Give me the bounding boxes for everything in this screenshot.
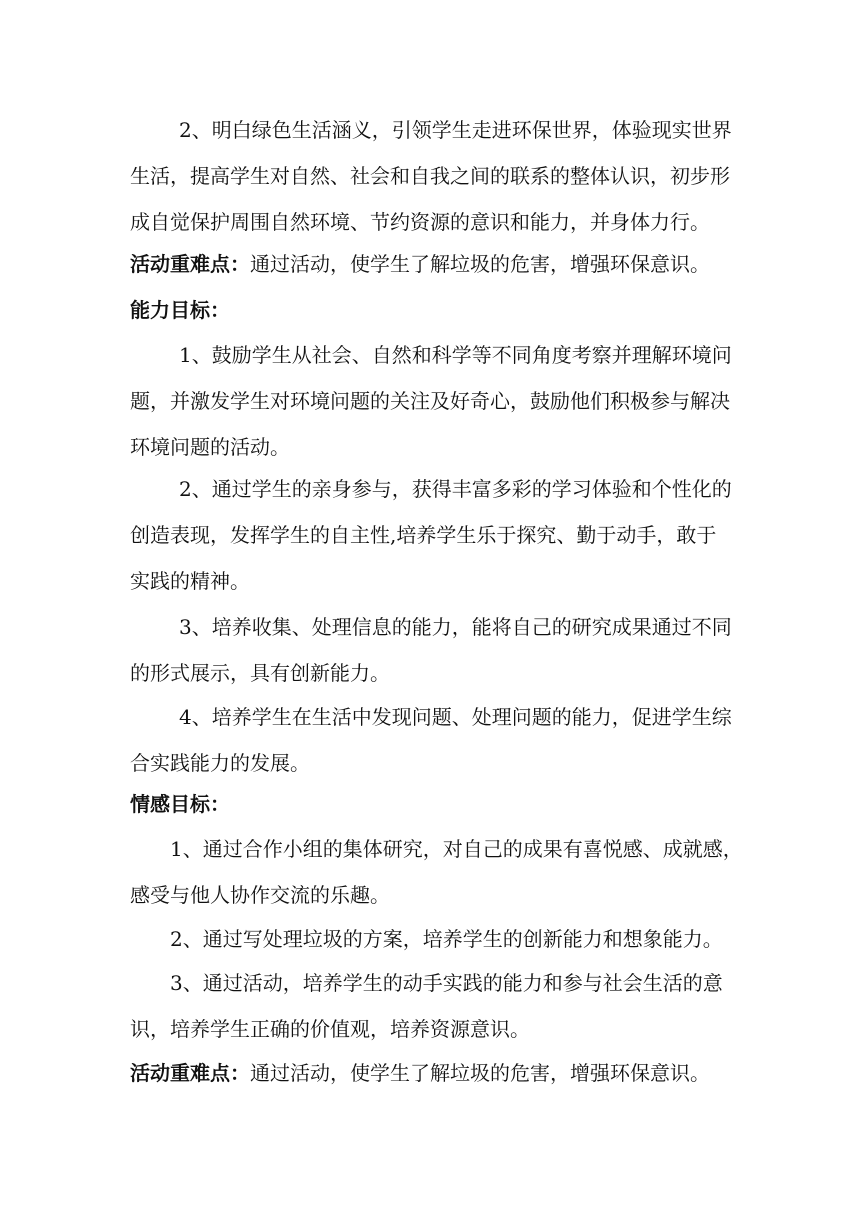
ability-item-2-line-1: 2、通过学生的亲身参与，获得丰富多彩的学习体验和个性化的 <box>179 477 732 501</box>
key-point-text-2: 通过活动，使学生了解垃圾的危害，增强环保意识。 <box>250 1061 710 1085</box>
emotion-item-2-line-1: 2、通过写处理垃圾的方案，培养学生的创新能力和想象能力。 <box>170 927 723 951</box>
green-life-item-2-line-1: 2、明白绿色生活涵义，引领学生走进环保世界，体验现实世界 <box>179 118 732 142</box>
key-point-label-1: 活动重难点： <box>130 252 250 276</box>
ability-item-3-line-1: 3、培养收集、处理信息的能力，能将自己的研究成果通过不同 <box>179 615 732 639</box>
ability-item-1-line-1: 1、鼓励学生从社会、自然和科学等不同角度考察并理解环境问 <box>179 343 732 367</box>
ability-item-4-line-1: 4、培养学生在生活中发现问题、处理问题的能力，促进学生综 <box>179 705 732 729</box>
ability-item-2-line-2: 创造表现，发挥学生的自主性,培养学生乐于探究、勤于动手，敢于 <box>130 523 717 547</box>
emotion-goals-heading: 情感目标： <box>130 792 230 816</box>
ability-item-1 <box>130 332 730 470</box>
green-life-item-2 <box>130 107 730 245</box>
ability-item-4-line-2: 合实践能力的发展。 <box>130 751 310 775</box>
green-life-item-2-line-2: 生活，提高学生对自然、社会和自我之间的联系的整体认识，初步形 <box>130 164 730 188</box>
key-point-label-2: 活动重难点： <box>130 1061 250 1085</box>
key-point-paragraph-2 <box>130 1050 730 1096</box>
ability-item-1-line-2: 题，并激发学生对环境问题的关注及好奇心，鼓励他们积极参与解决 <box>130 389 730 413</box>
ability-item-3 <box>130 604 730 696</box>
green-life-item-2-line-3: 成自觉保护周围自然环境、节约资源的意识和能力，并身体力行。 <box>130 210 710 234</box>
emotion-item-1-line-1: 1、通过合作小组的集体研究，对自己的成果有喜悦感、成就感， <box>170 837 743 861</box>
key-point-text-1: 通过活动，使学生了解垃圾的危害，增强环保意识。 <box>250 252 710 276</box>
ability-item-4 <box>130 694 730 786</box>
emotion-item-1-line-2: 感受与他人协作交流的乐趣。 <box>130 883 390 907</box>
emotion-item-3-line-2: 识，培养学生正确的价值观，培养资源意识。 <box>130 1017 530 1041</box>
ability-item-1-line-3: 环境问题的活动。 <box>130 435 290 459</box>
ability-item-2-line-3: 实践的精神。 <box>130 569 250 593</box>
ability-goals-heading: 能力目标： <box>130 298 230 322</box>
emotion-item-3-line-1: 3、通过活动，培养学生的动手实践的能力和参与社会生活的意 <box>170 971 723 995</box>
emotion-item-1 <box>130 826 743 918</box>
emotion-item-3 <box>130 960 730 1052</box>
key-point-paragraph-1 <box>130 241 730 287</box>
ability-item-2 <box>130 466 730 604</box>
emotion-item-2 <box>130 916 730 962</box>
ability-item-3-line-2: 的形式展示，具有创新能力。 <box>130 661 390 685</box>
